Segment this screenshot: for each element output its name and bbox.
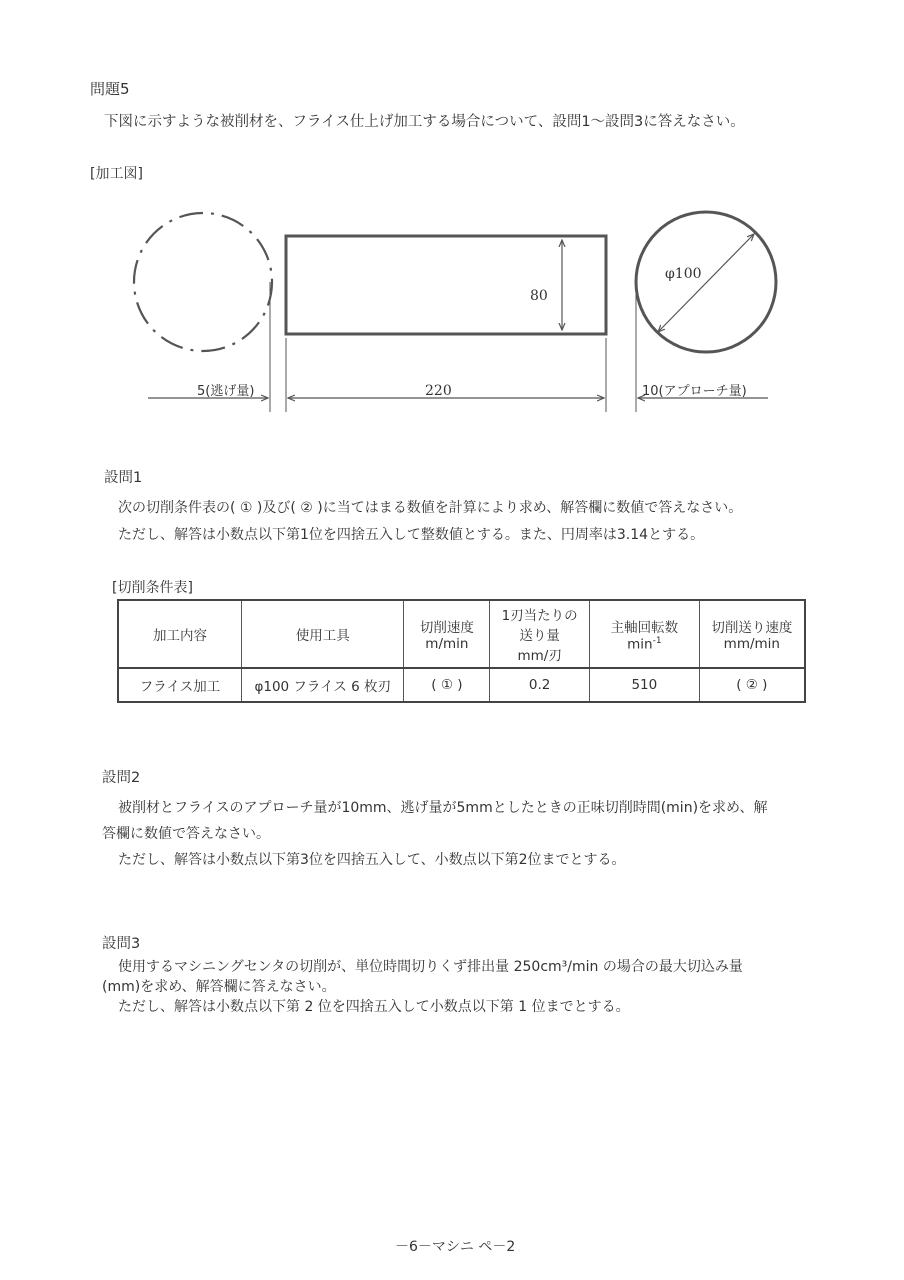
cell-spindle-speed: 510 [590, 668, 700, 702]
th-feed-rate: 切削送り速度 mm/min [699, 600, 805, 668]
q3-title: 設問3 [102, 936, 141, 952]
machining-diagram [0, 195, 904, 425]
q3-line2: (mm)を求め、解答欄に答えなさい。 [102, 979, 336, 995]
q1-title: 設問1 [104, 470, 143, 486]
q2-title: 設問2 [102, 770, 141, 786]
cutting-conditions-table [117, 599, 806, 703]
cell-answer-1: ( ① ) [404, 668, 490, 702]
cell-feed-per-tooth: 0.2 [490, 668, 590, 702]
cell-process: フライス加工 [118, 668, 242, 702]
cutter-approach-circle [636, 212, 776, 352]
page-footer: －6－マシニ ペ－2 [395, 1239, 516, 1255]
q2-line3: ただし、解答は小数点以下第3位を四捨五入して、小数点以下第2位までとする。 [118, 852, 626, 868]
cell-answer-2: ( ② ) [699, 668, 805, 702]
cutter-dia-line [658, 234, 754, 332]
th-spindle-speed: 主軸回転数 $\min^{-1}$ [590, 600, 700, 668]
cell-tool: φ100 フライス 6 枚刃 [242, 668, 404, 702]
overrun-label: 5(逃げ量) [197, 384, 255, 399]
workpiece-rect [286, 236, 606, 334]
th-cutting-speed: 切削速度 m/min [404, 600, 490, 668]
q1-line1: 次の切削条件表の( ① )及び( ② )に当てはまる数値を計算により求め、解答欄に数値で答えなさい。 [118, 500, 743, 516]
approach-label: 10(アプローチ量) [642, 384, 747, 399]
th-process: 加工内容 [118, 600, 242, 668]
table-header-row [118, 600, 805, 668]
q2-line2: 答欄に数値で答えなさい。 [102, 826, 270, 842]
q3-line1: 使用するマシニングセンタの切削が、単位時間切りくず排出量 250cm³/min の場合の最大切込み量 [118, 959, 743, 975]
problem-title: 問題5 [90, 80, 130, 98]
figure-label: [加工図] [90, 166, 143, 182]
cutter-dia-text: φ100 [665, 266, 702, 282]
problem-intro: 下図に示すような被削材を、フライス仕上げ加工する場合について、設問1～設問3に答えなさい。 [104, 114, 745, 130]
table-row [118, 668, 805, 702]
cutter-exit-circle [134, 213, 272, 351]
q2-line1: 被削材とフライスのアプローチ量が10mm、逃げ量が5mmとしたときの正味切削時間(min)を求め、解 [118, 800, 768, 816]
q1-line2: ただし、解答は小数点以下第1位を四捨五入して整数値とする。また、円周率は3.14とする。 [118, 527, 705, 543]
table-label: [切削条件表] [112, 580, 193, 596]
q3-line3: ただし、解答は小数点以下第 2 位を四捨五入して小数点以下第 1 位までとする。 [118, 999, 630, 1015]
height-dim-text: 80 [530, 288, 548, 304]
th-tool: 使用工具 [242, 600, 404, 668]
length-dim-text: 220 [425, 383, 452, 399]
th-feed-per-tooth: 1刃当たりの 送り量 mm/刃 [490, 600, 590, 668]
